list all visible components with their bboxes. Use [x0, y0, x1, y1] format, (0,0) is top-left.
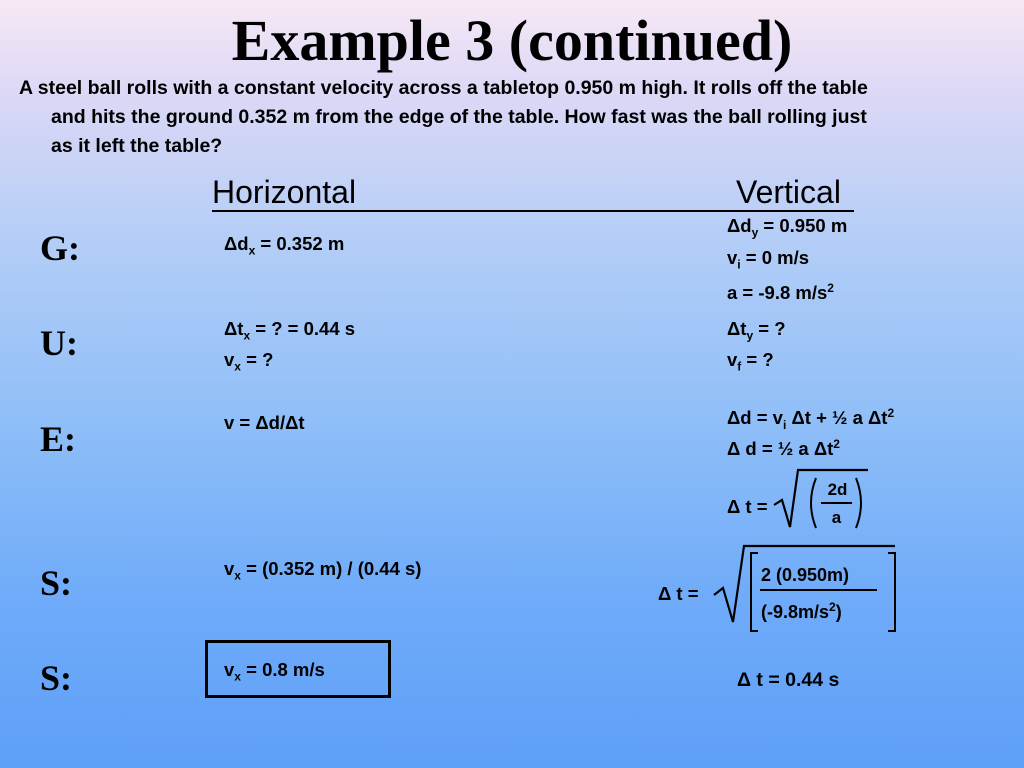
substitute-numerator: 2 (0.950m) [761, 565, 850, 585]
slide-title: Example 3 (continued) [231, 8, 793, 73]
problem-line-3: as it left the table? [51, 135, 223, 157]
equation-simplified: Δ d = ½ a $\Delta t^2$ [727, 437, 840, 460]
substitute-vx: $v_x = (0.352$ m) / (0.44 s) [224, 558, 422, 583]
row-label-solve: S: [40, 658, 73, 698]
answer-vx: $v_x = 0.8$ m/s [224, 659, 325, 684]
substitute-lhs: Δ t = [658, 583, 699, 604]
vertical-heading: Vertical [736, 174, 841, 210]
unknown-vx: $v_x$ = ? [224, 349, 274, 374]
row-label-given: G: [40, 228, 80, 268]
answer-ty: Δ t = 0.44 s [737, 669, 840, 691]
problem-line-2: and hits the ground 0.352 m from the edge of the table. How fast was the ball rolling just [51, 106, 867, 128]
horizontal-heading: Horizontal [212, 174, 357, 210]
given-dx: $\Delta d_x = 0.352$ m [224, 233, 345, 258]
left-bracket [751, 553, 758, 631]
given-a: a = -9.8 $m/s^2$ [727, 281, 834, 304]
given-vi: $v_i = 0$ m/s [727, 247, 810, 272]
given-dy: $\Delta d_y = 0.950$ m [727, 215, 848, 240]
unknown-ty: $\Delta t_y$ = ? [727, 318, 786, 343]
equation-velocity: v = Δd/Δt [224, 412, 305, 433]
unknown-tx: $\Delta t_x$ = ? = 0.44 s [224, 318, 356, 343]
row-label-substitute: S: [40, 563, 73, 603]
row-label-unknown: U: [40, 323, 78, 363]
equation-sqrt-lhs: Δ t = [727, 496, 768, 517]
problem-line-1: A steel ball rolls with a constant velocity across a tabletop 0.950 m high. It rolls off the table [19, 77, 868, 99]
row-label-equation: E: [40, 419, 76, 459]
unknown-vf: $v_f$ = ? [727, 349, 774, 374]
sqrt-numerator: 2d [827, 480, 848, 499]
equation-kinematic: $\Delta d = v_i$ Δt + ½ a $\Delta t^2$ [727, 406, 895, 432]
substitute-denominator: $(-9.8m/s^2)$ [761, 600, 842, 622]
sqrt-denominator: a [831, 508, 842, 527]
right-bracket [888, 553, 895, 631]
